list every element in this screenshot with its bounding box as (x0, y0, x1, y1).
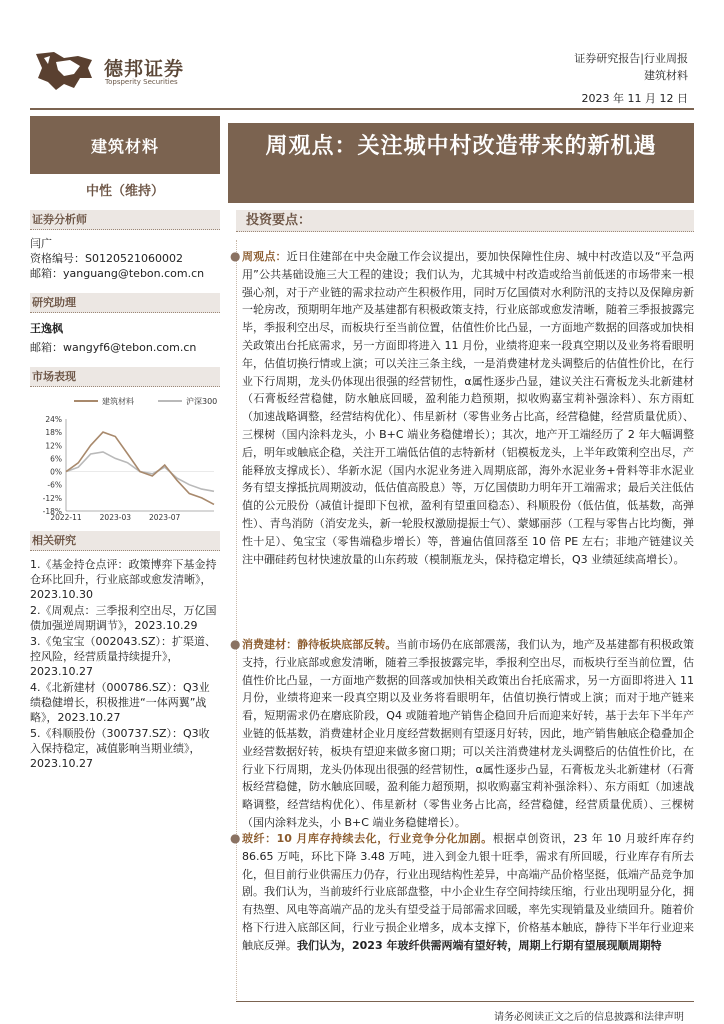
paragraph-keyword: 玻纤：10 月库存持续去化，行业竞争分化加剧。 (242, 832, 493, 845)
assistant-name: 王逸枫 (30, 322, 63, 335)
bullet-icon: ● (230, 249, 241, 263)
related-item[interactable]: 5.《科顺股份（300737.SZ）：Q3收入保持稳定，减值影响当期业绩》，2023.10.27 (30, 727, 210, 770)
related-list (30, 557, 220, 771)
analyst-heading: 证券分析师 (30, 210, 220, 230)
bullet-icon: ● (230, 831, 241, 845)
related-item[interactable]: 4.《北新建材（000786.SZ）：Q3业绩稳健增长，积极推进“一体两翼”战略》，2023.10.27 (30, 681, 210, 724)
left-sidebar (30, 116, 220, 772)
report-type: 证券研究报告|行业周报 (574, 52, 688, 65)
header-divider (30, 108, 694, 110)
related-heading: 相关研究 (30, 531, 220, 551)
y-tick-label: -6% (47, 480, 62, 490)
analyst-name: 闫广 (30, 237, 52, 250)
investment-highlights-heading: 投资要点： (236, 210, 694, 232)
weekly-view-paragraph (230, 248, 695, 568)
paragraph-conclusion: 我们认为，2023 年玻纤供需两端有望好转，周期上行期有望展现顺周期特 (297, 938, 662, 952)
market-heading: 市场表现 (30, 367, 220, 387)
paragraph-text: 当前市场仍在底部震荡，我们认为，地产及基建都有积极政策支持，行业底部或愈发清晰，随着三季报披露完毕，季报利空出尽，而板块行至当前位置，估值性价比凸显，一方面地产数据的回落或加快相关政策出台托底需求，另一方面即将进入 11 月份，业绩将迎来一段真空期以及业务将看眼明年，估值切换行情或上演；而对于地产链来看，短期需求仍在磨底阶段，Q4 或随着地产销售企稳回升后而迎来好转，基于去年下半年产业链的低基数，消费建材企业月度经营数据则有望逐月好转，因此，地产销售触底企稳叠加企业经营数据好转，板块有望迎来做多窗口期；可以关注消费建材龙头调整后的估值性价比，在行业下行周期，龙头仍体现出很强的经营韧性，α属性逐步凸显，石膏板龙头北新建材（石膏板经营稳健，防水触底回暖，盈利能力超预期，拟收购嘉宝莉补强涂料）、东方雨虹（加速战略调整，经营结构优化）、伟星新材（零售业务占比高，经营稳健，经营质量优质）、三棵树（国内涂料龙头，小 B+C 端业务稳健增长）。 (242, 638, 695, 829)
y-tick-label: 18% (45, 428, 62, 438)
paragraph-keyword: 周观点： (242, 250, 287, 263)
legend-label: 沪深300 (186, 397, 218, 406)
footer-disclaimer: 请务必阅读正文之后的信息披露和法律声明 (494, 1012, 684, 1023)
logo-name-en: Topsperity Securities (105, 78, 178, 86)
column-divider (236, 240, 237, 1000)
y-tick-label: 0% (50, 467, 62, 477)
logo-name-cn: 德邦证券 (104, 58, 185, 80)
x-tick-label: 2023-07 (148, 513, 181, 521)
related-item[interactable]: 3.《兔宝宝（002043.SZ）：扩渠道、控风险，经营质量持续提升》，2023.10.27 (30, 635, 217, 678)
y-tick-label: 24% (45, 415, 62, 424)
market-performance-chart (30, 389, 220, 521)
report-industry: 建筑材料 (644, 69, 688, 82)
x-tick-label: 2023-03 (99, 513, 132, 521)
footer-divider (236, 1001, 694, 1002)
assistant-email[interactable]: 邮箱：wangyf6@tebon.com.cn (30, 341, 197, 354)
x-tick-label: 2022-11 (50, 513, 82, 521)
report-title: 周观点：关注城中村改造带来的新机遇 (228, 123, 694, 203)
report-meta (574, 50, 688, 84)
report-header (0, 0, 724, 110)
company-logo (34, 48, 194, 92)
bull-logo-icon (34, 48, 96, 92)
related-item[interactable]: 1.《基金持仓点评：政策博弈下基金持仓环比回升，行业底部或愈发清晰》，2023.10.30 (30, 558, 217, 601)
assistant-heading: 研究助理 (30, 293, 220, 313)
bullet-icon: ● (230, 637, 241, 651)
rating-label: 中性（维持） (85, 183, 164, 199)
legend-label: 建筑材料 (102, 397, 134, 406)
y-tick-label: 12% (45, 441, 62, 451)
y-tick-label: -12% (42, 493, 62, 503)
related-item[interactable]: 2.《周观点：三季报利空出尽，万亿国债加强逆周期调节》，2023.10.29 (30, 604, 217, 632)
series-line (66, 432, 214, 504)
consumer-building-materials-paragraph (230, 636, 695, 832)
analyst-cert: 资格编号：S0120521060002 (30, 252, 183, 265)
report-date: 2023 年 11 月 12 日 (581, 92, 688, 105)
paragraph-text: 近日住建部在中央金融工作会议提出，要加快保障性住房、城中村改造以及“平急两用”公共基础设施三大工程的建设；我们认为，尤其城中村改造或给当前低迷的市场带来一根强心剂，对于产业链的需求拉动产生积极作用，同时万亿国债对水利防汛的支持以及保障房新一轮房改，预期明年地产及基建都有积极政策支持，行业底部或愈发清晰，随着三季报披露完毕，季报利空出尽，而板块行至当前位置，估值性价比凸显，一方面地产数据的回落或加快相关政策出台托底需求，另一方面即将进入 11 月份，业绩将迎来一段真空期以及业务将看眼明年，估值切换行情或上演；可以关注三条主线，一是消费建材龙头调整后的估值性价比，在行业下行周期，龙头仍体现出很强的经营韧性，α属性逐步凸显，建议关注石膏板龙头北新建材（石膏板经营稳健，防水触底回暖，盈利能力趋预期，拟收购嘉宝莉补强涂料）、东方雨虹（加速战略调整，经营结构优化）、伟星新材（零售业务占比高，经营稳健，经营质量优质）、三棵树（国内涂料龙头，小 B+C 端业务稳健增长）；其次，地产开工端经历了 2 年大幅调整后，明年或触底企稳，关注开工端低估值的志特新材（铝模板龙头，上半年政策利空出尽，产能释放支撑成长）、华新水泥（国内水泥业务进入周期底部，海外水泥业务+骨料等非水泥业务有望支撑抵抗周期波动，低估值高股息）等，万亿国债助力明年开工端需求；最后关注低估值的公元股份（减值计提即下包袱，盈利有望重回稳态）、科顺股份（低估值，低基数，高弹性）、青鸟消防（消安龙头，新一轮股权激励提振士气）、蒙娜丽莎（工程与零售占比均衡，弹性十足）、兔宝宝（零售端稳步增长）等，普遍估值回落至 10 倍 PE 左右；非地产链建议关注中硼硅药包材快速放量的山东药玻（模制瓶龙头，保持稳定增长，Q3 业绩延续高增长）。 (242, 250, 695, 566)
glass-fiber-paragraph (230, 830, 694, 955)
paragraph-text: 根据卓创资讯，23 年 10 月玻纤库存约 86.65 万吨，环比下降 3.48 万吨，进入到金九银十旺季，需求有所回暖，行业库存有所去化，但目前行业供需压力仍存，行业出现结构性差异，中高端产品价格坚挺，低端产品竞争加剧。我们认为，当前玻纤行业底部盘整，中小企业生存空间持续压缩，行业出现明显分化，拥有热塑、风电等高端产品的龙头有望受益于局部需求回暖，率先实现销量及业绩回升。随着价格下行进入底部区间，行业亏损企业增多，成本支撑下，价格基本触底，静待下半年行业迎来触底反弹。 (242, 832, 694, 952)
analyst-email[interactable]: 邮箱：yanguang@tebon.com.cn (30, 267, 205, 280)
y-tick-label: 6% (50, 454, 62, 464)
y-tick-label: -18% (42, 507, 62, 516)
paragraph-keyword: 消费建材：静待板块底部反转。 (242, 638, 397, 651)
sector-banner: 建筑材料 (30, 116, 220, 174)
